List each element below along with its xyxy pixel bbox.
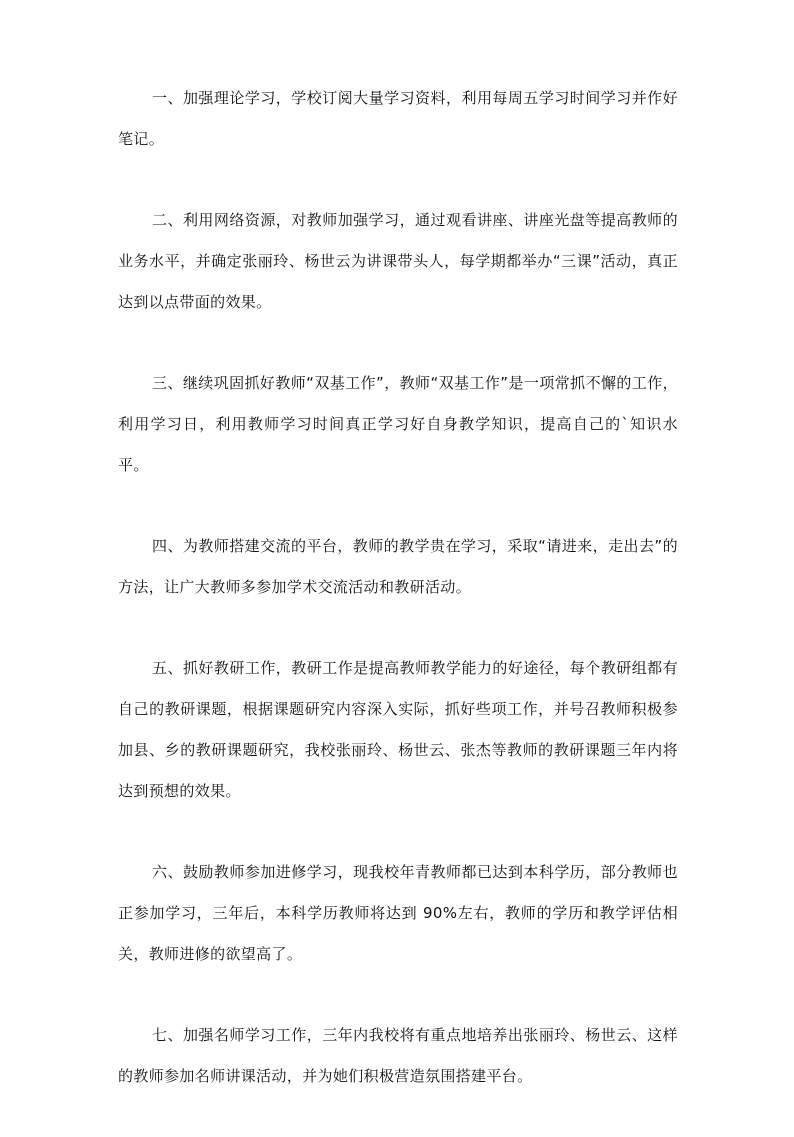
paragraph-3: 三、继续巩固抓好教师“双基工作”，教师“双基工作”是一项常抓不懈的工作，利用学习日，利用教师学习时间真正学习好自身教学知识，提高自己的`知识水平。 (118, 374, 678, 474)
document-page (118, 89, 678, 1137)
paragraph-7: 七、加强名师学习工作，三年内我校将有重点地培养出张丽玲、杨世云、这样的教师参加名师讲课活动，并为她们积极营造氛围搭建平台。 (118, 1026, 678, 1085)
paragraph-5: 五、抓好教研工作，教研工作是提高教师教学能力的好途径，每个教研组都有自己的教研课题，根据课题研究内容深入实际，抓好些项工作，并号召教师积极参加县、乡的教研课题研究，我校张丽玲、杨世云、张杰等教师的教研课题三年内将达到预想的效果。 (118, 659, 678, 800)
paragraph-6: 六、鼓励教师参加进修学习，现我校年青教师都已达到本科学历，部分教师也正参加学习，三年后，本科学历教师将达到 90%左右，教师的学历和教学评估相关，教师进修的欲望高了。 (118, 863, 678, 963)
paragraph-2: 二、利用网络资源，对教师加强学习，通过观看讲座、讲座光盘等提高教师的业务水平，并确定张丽玲、杨世云为讲课带头人，每学期都举办“三课”活动，真正达到以点带面的效果。 (118, 211, 678, 311)
paragraph-4: 四、为教师搭建交流的平台，教师的教学贵在学习，采取“请进来，走出去”的方法，让广大教师多参加学术交流活动和教研活动。 (118, 537, 678, 596)
paragraph-1: 一、加强理论学习，学校订阅大量学习资料，利用每周五学习时间学习并作好笔记。 (118, 89, 678, 148)
